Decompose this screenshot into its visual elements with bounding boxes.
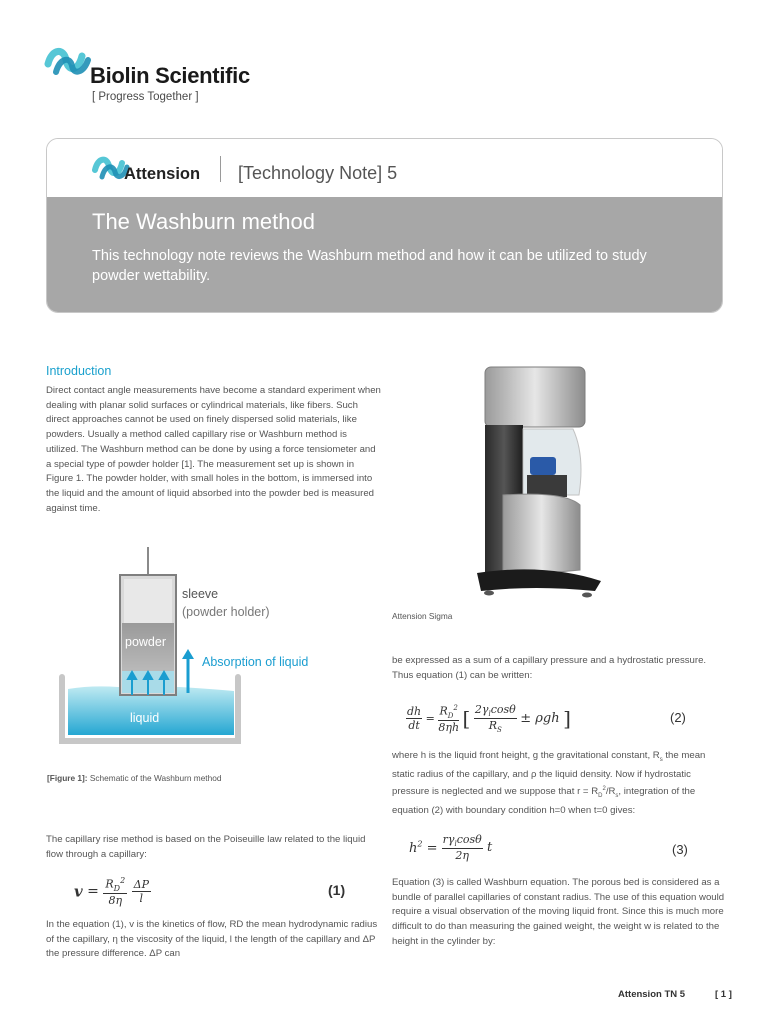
washburn-schematic: [52, 545, 342, 760]
label-liquid: liquid: [130, 711, 160, 725]
footer-page-number: [ 1 ]: [715, 989, 732, 1000]
capillary-rise-paragraph: The capillary rise method is based on the Poiseuille law related to the liquid flow through a capillary:: [46, 834, 366, 860]
header-divider: [220, 156, 221, 182]
right-paragraph-3: Equation (3) is called Washburn equation. The porous bed is considered as a bundle of parallel capillaries of constant radius. The use of this equation would require a visual observation of the moving liquid front. Since this is much more difficult to do than measuring the gained weight, the weight w is related to the height in the cylinder by:: [392, 877, 725, 947]
equation-2: $\frac{dh}{dt}$ = $\frac{R_D^2}{8\eta h}$ [ $\frac{2\gamma_l\cos\theta}{R_S}$ ± ρgh ]: [407, 703, 571, 735]
footer-document-label: Attension TN 5: [618, 989, 686, 1000]
label-sleeve: sleeve: [182, 587, 219, 601]
right-paragraph-1: be expressed as a sum of a capillary pressure and a hydrostatic pressure. Thus equation (1) can be written:: [392, 655, 707, 681]
photo-caption: Attension Sigma: [392, 611, 453, 621]
title-card: [46, 138, 723, 313]
equation-1-explanation: In the equation (1), v is the kinetics of flow, RD the mean hydrodynamic radius of the capillary, η the viscosity of the liquid, l the length of the capillary and ΔP the pressure difference. ΔP can: [46, 919, 378, 960]
page-title: The Washburn method: [92, 209, 315, 234]
equation-3: $h^2$ = $r\gamma_l\cos\theta$ 2η t: [409, 833, 493, 863]
brand-tagline: [ Progress Together ]: [92, 91, 199, 103]
card-header: [47, 139, 722, 197]
page-subtitle: This technology note reviews the Washburn method and how it can be utilized to study powder wettability.: [92, 248, 647, 284]
sleeve-top: [124, 579, 172, 623]
intro-paragraph: Direct contact angle measurements have become a standard experiment when dealing with planar solid surfaces or cylindrical materials, like fibers. Such direct approaches cannot be used on finely dispersed solid materials, like powders. Usually a method called capillary rise or Washburn method is utilized. The Washburn method can be done by using a force tensiometer and a special type of powder holder [1]. The measurement set up is shown in Figure 1. The powder holder, with small holes in the bottom, is immersed into the liquid and the amount of liquid absorbed into the powder bed is measured against time.: [46, 385, 381, 514]
section-title-introduction: Introduction: [46, 364, 112, 378]
equation-1-number: (1): [328, 882, 346, 898]
absorption-arrow-icon: [182, 649, 194, 693]
figure-caption: [Figure 1]: Schematic of the Washburn method: [47, 773, 222, 783]
technology-note-label: [Technology Note] 5: [238, 163, 398, 183]
label-powder-holder: (powder holder): [182, 605, 270, 619]
right-paragraph-2: where h is the liquid front height, g the gravitational constant, $R_s$ the mean static radius of the capillary, and ρ the liquid density. Now if hydrostatic pressure is neglected and we suppose that $r = R_D^2/R_s$, integration of the equation (2) with boundary condition h=0 when t=0 gives:: [392, 750, 706, 817]
title-banner: [47, 197, 722, 312]
equation-1: v = $\frac{R_D^2}{8\eta}$ $\frac{\Delta P}{l}$: [74, 876, 149, 907]
product-name: Attension: [124, 165, 201, 183]
brand-name: Biolin Scientific: [90, 63, 250, 88]
label-powder: powder: [125, 635, 166, 649]
attension-sigma-photo: [455, 345, 625, 605]
equation-2-number: (2): [670, 710, 686, 725]
equation-3-number: (3): [672, 842, 688, 857]
biolin-logo-icon: [44, 42, 94, 82]
label-absorption: Absorption of liquid: [202, 655, 309, 669]
